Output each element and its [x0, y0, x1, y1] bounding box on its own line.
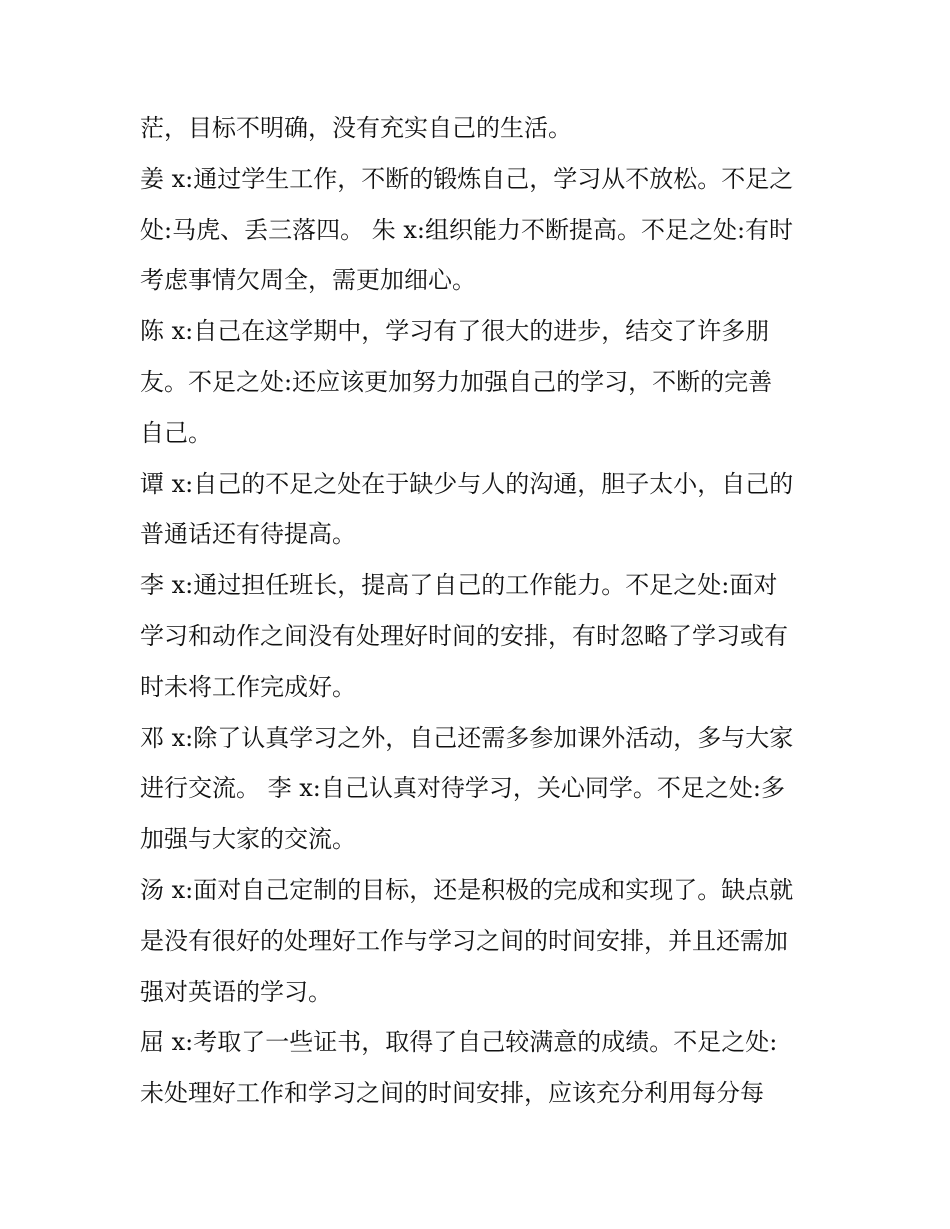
- text-line: 加强与大家的交流。: [140, 825, 356, 854]
- text-line: 姜 x:通过学生工作，不断的锻炼自己，学习从不放松。不足之: [140, 164, 794, 193]
- text-line: 学习和动作之间没有处理好时间的安排，有时忽略了学习或有: [140, 621, 788, 650]
- text-line: 处:马虎、丢三落四。 朱 x:组织能力不断提高。不足之处:有时: [140, 215, 794, 244]
- text-line: 考虑事情欠周全，需更加细心。: [140, 266, 476, 295]
- text-line: 屈 x:考取了一些证书，取得了自己较满意的成绩。不足之处:: [140, 1028, 778, 1057]
- document-body: [140, 103, 820, 1119]
- text-line: 李 x:通过担任班长，提高了自己的工作能力。不足之处:面对: [140, 571, 778, 600]
- text-line: 普通话还有待提高。: [140, 520, 356, 549]
- text-line: 茫，目标不明确，没有充实自己的生活。: [140, 114, 572, 142]
- text-line: 是没有很好的处理好工作与学习之间的时间安排，并且还需加: [140, 926, 788, 955]
- text-line: 自己。: [140, 418, 212, 447]
- text-line: 友。不足之处:还应该更加努力加强自己的学习，不断的完善: [140, 367, 773, 396]
- text-line: 未处理好工作和学习之间的时间安排，应该充分利用每分每: [140, 1079, 764, 1108]
- text-line: 陈 x:自己在这学期中，学习有了很大的进步，结交了许多朋: [140, 317, 770, 346]
- text-line: 邓 x:除了认真学习之外，自己还需多参加课外活动，多与大家: [140, 723, 794, 752]
- text-line: 谭 x:自己的不足之处在于缺少与人的沟通，胆子太小，自己的: [140, 469, 794, 498]
- text-line: 时未将工作完成好。: [140, 672, 356, 701]
- text-line: 汤 x:面对自己定制的目标，还是积极的完成和实现了。缺点就: [140, 875, 794, 904]
- text-line: 强对英语的学习。: [140, 977, 332, 1006]
- text-line: 进行交流。 李 x:自己认真对待学习，关心同学。不足之处:多: [140, 774, 785, 803]
